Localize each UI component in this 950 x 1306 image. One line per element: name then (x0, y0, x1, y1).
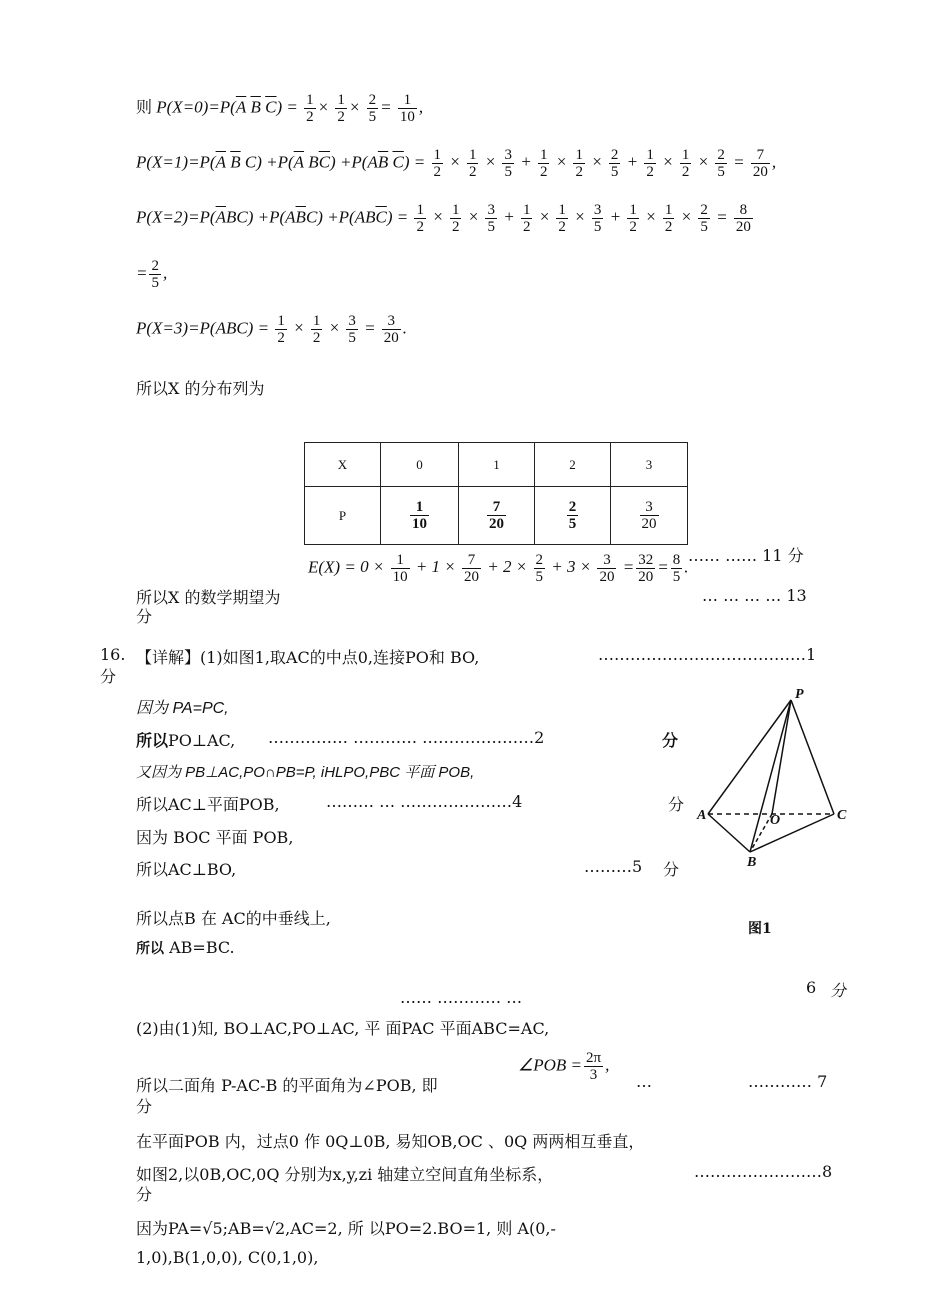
frac (584, 1050, 603, 1083)
den: 2 (681, 164, 690, 180)
q16-l1: 因为 PA=PC, (136, 700, 229, 717)
den: 2 (646, 164, 654, 180)
num: 1 (312, 313, 321, 329)
num: 7 (462, 552, 481, 569)
times: × (348, 97, 361, 117)
num: 1 (433, 147, 441, 163)
bar-c: $\overline{C}$ (265, 97, 277, 117)
num: 8 (672, 552, 681, 568)
table-cell (381, 487, 459, 545)
frac (391, 552, 410, 585)
den: 20 (464, 569, 480, 585)
ex-terms: 0 × $\frac{1}{10}$ + 1 × $\frac{7}{20}$ + 2 × $\frac{2}{5}$ + 3 × $\frac{3}{20}$ (360, 552, 615, 585)
frac (556, 202, 568, 235)
b: B (308, 152, 319, 172)
q16-l4-dots: ……… … …………………4 (326, 792, 523, 811)
q16-fen1: 分 (100, 667, 117, 686)
frac (410, 499, 429, 532)
frac (502, 147, 514, 180)
frac (715, 147, 727, 180)
b: B (365, 207, 376, 227)
eq1-t1b: ) +P( (256, 152, 294, 172)
bar-b: $\overline{B}$ (230, 152, 241, 172)
bar-b: $\overline{B}$ (295, 207, 306, 227)
bar-b: $\overline{B}$ (250, 97, 261, 117)
q16-l2 (136, 728, 235, 751)
frac (644, 147, 656, 180)
den: 2 (337, 109, 345, 125)
table-row-p (305, 487, 688, 545)
eq0-close: ) (276, 97, 283, 117)
figure-caption: 图1 (748, 921, 772, 937)
label-o: O (770, 813, 781, 828)
l2b: PO⊥AC, (168, 731, 236, 750)
table-header-x: X (305, 443, 381, 487)
times: × (317, 97, 330, 117)
table-cell: 2 (535, 443, 611, 487)
c: C (244, 152, 257, 172)
num: 1 (522, 202, 531, 218)
q16-p4: 在平面POB 内，过点0 作 0Q⊥0B, 易知OB,OC 、0Q 两两相互垂直， (136, 1132, 645, 1151)
num: 3 (597, 552, 616, 569)
den: 2 (575, 164, 583, 180)
frac (462, 552, 481, 585)
num: 2 (700, 202, 708, 218)
q16-dots1: …………………………………1 (598, 645, 817, 664)
distribution-table (304, 442, 688, 545)
q16-l4-fen: 分 (668, 795, 685, 814)
num: 1 (337, 92, 345, 108)
den: 10 (399, 109, 415, 125)
frac (275, 313, 287, 346)
eq1-t3b: ) (403, 152, 410, 172)
frac (346, 313, 358, 346)
frac (640, 499, 659, 532)
edge-pc (791, 700, 834, 814)
table-cell (459, 487, 535, 545)
frac (636, 552, 655, 585)
coef: 0 (360, 557, 369, 577)
frac (485, 202, 497, 235)
num: 3 (348, 313, 356, 329)
bar-a: $\overline{A}$ (215, 207, 226, 227)
a: A (367, 152, 378, 172)
comma: , (771, 152, 777, 172)
frac (311, 313, 323, 346)
num: 3 (593, 202, 602, 218)
num: 2π (586, 1050, 602, 1066)
c: C (305, 207, 318, 227)
q16-l4: 所以AC⊥平面POB, (136, 795, 280, 814)
den: 2 (664, 219, 673, 235)
num: 7 (751, 147, 770, 164)
eq1-lhs: P(X=1) (136, 152, 189, 172)
q16-l6-fen: 分 (663, 860, 680, 879)
frac (751, 147, 770, 180)
den: 20 (383, 330, 399, 346)
den: 2 (451, 219, 460, 235)
a: A (285, 207, 296, 227)
eq3-lhs: P(X=3) (136, 318, 189, 338)
frac (663, 202, 675, 235)
num: 1 (575, 147, 583, 163)
table-cell: 1 (459, 443, 535, 487)
num: 3 (487, 202, 495, 218)
edge-pa (708, 700, 791, 814)
eq-px2-cont: = $\frac{2}{5}$ , (136, 258, 168, 291)
bar-a: $\overline{A}$ (215, 152, 226, 172)
den: 2 (433, 164, 441, 180)
num: 1 (539, 147, 548, 163)
label-b: B (747, 855, 757, 870)
den: 5 (610, 164, 619, 180)
eq-px1: $P(X=1)=P(\overline{A}$ $\overline{B}$ $C) +P(\overline{A}$ $B\overline{C}) +P(A\overline{B}$ $\overline{C}$) = $\frac{1}{2}$ × $\frac{1}{2}$ × $\frac{3}{5}$ + $\frac{1}{2}$ × $\frac{1}{2}$ × $\frac{2}{5}$ + $\frac{1}{2}$ × $\frac{1}{2}$ × $\frac{2}{5}$ = $\frac{7}{20}$ , (136, 147, 777, 180)
dist-caption: 所以X 的分布列为 (136, 379, 265, 398)
table-header-p: P (305, 487, 381, 545)
ex-caption: 所以X 的数学期望为 (136, 588, 281, 607)
bar-c: $\overline{C}$ (392, 152, 404, 172)
q16-l3: 又因为 PB⊥AC,PO∩PB=P, iHLPO,PBC 平面 POB, (136, 764, 475, 781)
den: 5 (487, 219, 495, 235)
num: 1 (629, 202, 637, 218)
num: 1 (558, 202, 566, 218)
q16-p3-dots2: ………… 7 (748, 1072, 828, 1091)
den: 20 (489, 516, 504, 532)
bar-a: $\overline{A}$ (235, 97, 247, 117)
score-11: …… …… 11 分 (688, 546, 804, 565)
frac (734, 202, 753, 235)
eq-px2: $P(X=2)=P(\overline{A}BC) +P(A\overline{B}C) +P(AB\overline{C})$ = $\frac{1}{2}$ × $\frac{1}{2}$ × $\frac{3}{5}$ + $\frac{1}{2}$ × $\frac{1}{2}$ × $\frac{3}{5}$ + $\frac{1}{2}$ × $\frac{1}{2}$ × $\frac{2}{5}$ = $\frac{8}{20}$ (136, 202, 751, 235)
coef: 2 (503, 557, 512, 577)
l8a: 所以 (136, 941, 164, 957)
frac (538, 147, 550, 180)
frac (487, 499, 506, 532)
den: 5 (568, 516, 577, 532)
frac (398, 92, 417, 125)
den: 10 (392, 569, 408, 585)
den: 20 (735, 219, 751, 235)
q16-l6: 所以AC⊥BO, (136, 860, 237, 879)
label-a: A (697, 808, 707, 823)
frac (304, 92, 316, 125)
frac (698, 202, 710, 235)
num: 8 (734, 202, 753, 219)
eq-px3: P(X=3)=P(ABC) = $\frac{1}{2}$ × $\frac{1}{2}$ × $\frac{3}{5}$ = $\frac{3}{20}$ . (136, 313, 408, 346)
num: 1 (646, 147, 654, 163)
coef: 3 (566, 557, 576, 577)
den: 5 (717, 164, 725, 180)
den: 20 (752, 164, 768, 180)
table-row-x (305, 443, 688, 487)
den: 2 (277, 330, 285, 346)
q16-l6-dots: ………5 (584, 857, 643, 876)
q16-p6: 因为PA=√5;AB=√2,AC=2, 所 以PO=2.BO=1, 则 A(0,- (136, 1219, 556, 1238)
edge-bc (750, 814, 834, 852)
frac (521, 202, 533, 235)
num: 7 (487, 499, 506, 516)
den: 5 (348, 330, 356, 346)
frac (367, 92, 379, 125)
frac (609, 147, 621, 180)
num: 32 (638, 552, 654, 568)
num: 1 (398, 92, 417, 109)
b: B (225, 207, 237, 227)
table-cell: 3 (611, 443, 688, 487)
den: 5 (593, 219, 602, 235)
equals: = (380, 97, 392, 117)
num: 2 (368, 92, 377, 108)
a: A (354, 207, 366, 227)
eq1-t2b: ) +P( (330, 152, 368, 172)
den: 5 (504, 164, 512, 180)
frac (671, 552, 683, 585)
num: 2 (717, 147, 725, 163)
frac (592, 202, 604, 235)
den: 20 (641, 516, 657, 532)
den: 2 (312, 330, 321, 346)
q16-number: 16. (100, 645, 126, 664)
label-c: C (837, 808, 847, 823)
frac (680, 147, 692, 180)
num: 1 (681, 147, 690, 163)
score-13: … … … … 13 (702, 586, 807, 605)
den: 3 (589, 1067, 598, 1083)
den: 5 (700, 219, 708, 235)
ex-lhs: E(X) (308, 557, 341, 577)
frac (567, 499, 579, 532)
comma: , (162, 263, 168, 283)
eq0-equals: = (286, 97, 298, 117)
frac (450, 202, 462, 235)
q16-l9-dots: …… ………… … (400, 988, 523, 1007)
period: . (402, 318, 408, 338)
edge-ab (708, 814, 750, 852)
num: 1 (306, 92, 314, 108)
eq0-mid: =P( (208, 97, 236, 117)
bar-a: $\overline{A}$ (293, 152, 305, 172)
table-cell (611, 487, 688, 545)
eq3-mid: =P(ABC) (188, 318, 254, 338)
num: 2 (151, 258, 159, 274)
num: 2 (610, 147, 619, 163)
ex-caption-fen: 分 (136, 607, 153, 626)
den: 5 (151, 275, 159, 291)
num: 1 (416, 202, 424, 218)
eq2-fractions: $\frac{1}{2}$ × $\frac{1}{2}$ × $\frac{3}{5}$ + $\frac{1}{2}$ × $\frac{1}{2}$ × $\frac{3}{5}$ + $\frac{1}{2}$ × $\frac{1}{2}$ × $\frac{2}{5}$ (416, 202, 708, 235)
frac (335, 92, 347, 125)
den: 20 (638, 569, 654, 585)
angle-label: ∠POB = (518, 1055, 583, 1075)
table-cell: 0 (381, 443, 459, 487)
num: 3 (640, 499, 659, 516)
coef: 1 (431, 557, 441, 577)
den: 5 (368, 109, 377, 125)
q16-p5-dots: ……………………8 (694, 1162, 833, 1181)
edge-pb (750, 700, 791, 852)
num: 2 (568, 499, 577, 515)
eq3-fractions: $\frac{1}{2}$ × $\frac{1}{2}$ × $\frac{3}{5}$ (277, 313, 356, 346)
eq-prefix: 则 (136, 97, 153, 117)
den: 2 (558, 219, 566, 235)
bar-c: $\overline{C}$ (375, 207, 387, 227)
bar-c: $\overline{C}$ (318, 152, 331, 172)
eq0-lhs: P(X=0) (156, 97, 209, 117)
frac (382, 313, 401, 346)
num: 1 (391, 552, 410, 569)
q16-p3-fen: 分 (136, 1097, 153, 1116)
frac (597, 552, 616, 585)
frac (534, 552, 546, 585)
q16-p7: 1,0),B(1,0,0), C(0,1,0), (136, 1248, 319, 1267)
num: 1 (664, 202, 673, 218)
den: 2 (306, 109, 314, 125)
frac (149, 258, 161, 291)
label-p: P (795, 687, 804, 702)
den: 10 (412, 516, 427, 532)
num: 1 (451, 202, 460, 218)
comma: , (418, 97, 424, 117)
frac (627, 202, 639, 235)
q16-p3-dots: … (636, 1072, 652, 1091)
eq1-fractions: $\frac{1}{2}$ × $\frac{1}{2}$ × $\frac{3}{5}$ + $\frac{1}{2}$ × $\frac{1}{2}$ × $\frac{2}{5}$ + $\frac{1}{2}$ × $\frac{1}{2}$ × $\frac{2}{5}$ (433, 147, 725, 180)
q16-l2-dots: …………… ………… …………………2 (268, 728, 545, 747)
num: 1 (410, 499, 429, 516)
q16-head: 【详解】(1)如图1,取AC的中点0,连接PO和 BO, (136, 648, 480, 667)
frac (432, 147, 444, 180)
num: 2 (535, 552, 543, 568)
q16-l9-score: 6 (806, 978, 817, 997)
den: 5 (535, 569, 543, 585)
q16-p5-fen: 分 (136, 1185, 153, 1204)
q16-p2: (2)由(1)知, BO⊥AC,PO⊥AC, 平 面PAC 平面ABC=AC, (136, 1019, 550, 1038)
den: 2 (522, 219, 531, 235)
frac (573, 147, 585, 180)
eq-px0 (136, 92, 423, 125)
q16-l5: 因为 BOC 平面 POB, (136, 828, 294, 847)
l2a: 所以 (136, 731, 169, 750)
den: 20 (599, 569, 615, 585)
frac (467, 147, 479, 180)
q16-l8 (136, 938, 235, 958)
eq1-t1: =P( (188, 152, 216, 172)
den: 2 (416, 219, 424, 235)
comma: , (605, 1055, 610, 1075)
pyramid-figure (694, 680, 854, 880)
q16-l9-fen: 分 (830, 981, 847, 1000)
frac (414, 202, 426, 235)
q16-l2-fen: 分 (662, 731, 679, 750)
bar-b: $\overline{B}$ (377, 152, 389, 172)
den: 5 (672, 569, 681, 585)
den: 2 (468, 164, 477, 180)
num: 3 (382, 313, 401, 330)
eq2-lhs: P(X=2) (136, 207, 189, 227)
c: C (236, 207, 248, 227)
q16-l7: 所以点B 在 AC的中垂线上, (136, 909, 331, 928)
q16-p3-angle (518, 1050, 609, 1083)
q16-p5: 如图2,以0B,OC,0Q 分别为x,y,zi 轴建立空间直角坐标系， (136, 1165, 554, 1184)
expectation-formula: E(X) = 0 × $\frac{1}{10}$ + 1 × $\frac{7}{20}$ + 2 × $\frac{2}{5}$ + 3 × $\frac{3}{20}$ = $\frac{32}{20}$ = $\frac{8}{5}$ . (308, 552, 689, 585)
num: 1 (277, 313, 285, 329)
num: 1 (468, 147, 477, 163)
l8b: AB=BC. (169, 938, 235, 957)
num: 3 (504, 147, 512, 163)
q16-p3: 所以二面角 P-AC-B 的平面角为∠POB, 即 (136, 1076, 438, 1095)
den: 2 (539, 164, 548, 180)
table-cell (535, 487, 611, 545)
den: 2 (629, 219, 637, 235)
